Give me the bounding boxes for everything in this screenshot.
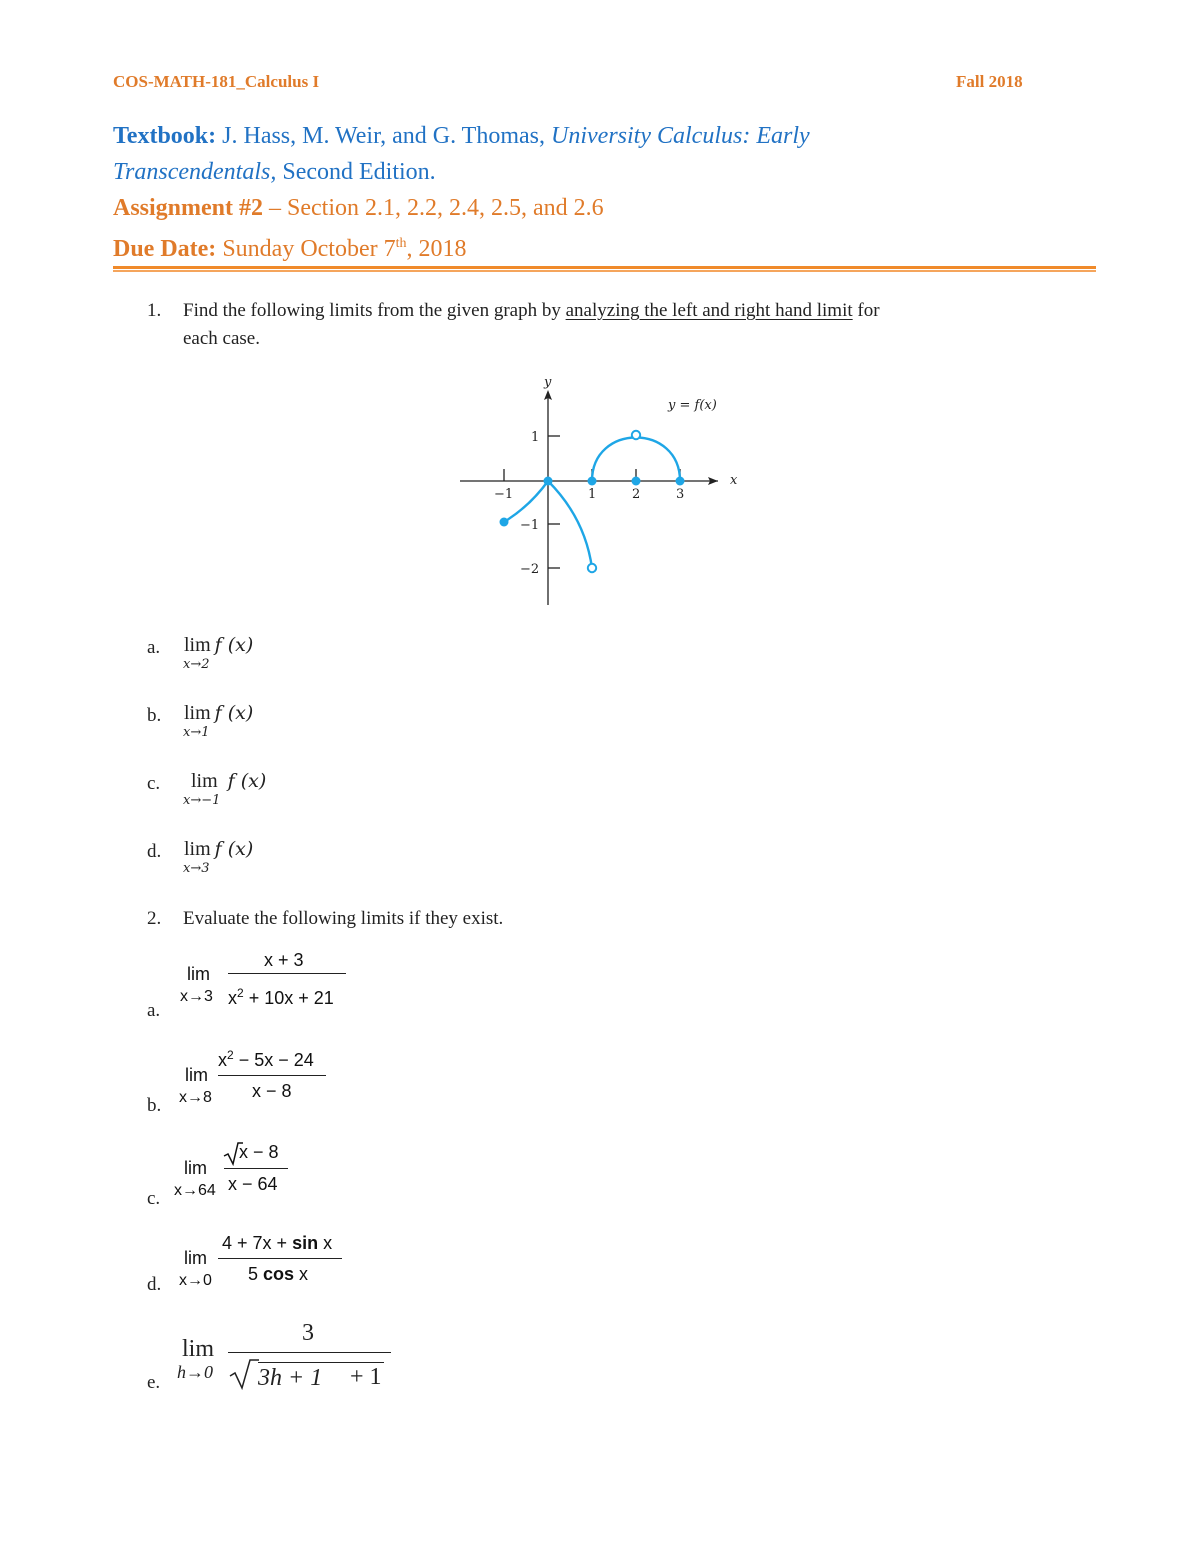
q2b-num-rest: − 5x − 24 — [233, 1050, 314, 1070]
q1b-label: b. — [147, 705, 162, 726]
assignment-sections: – Section 2.1, 2.2, 2.4, 2.5, and 2.6 — [263, 195, 604, 221]
q1d-sub: x→3 — [183, 861, 210, 876]
textbook-line-2 — [113, 154, 436, 190]
q1d-lim: lim — [184, 838, 211, 860]
y-tick-label-1: 1 — [531, 430, 540, 445]
q2c-sub: x→64 — [174, 1182, 216, 1199]
q2d-denominator — [248, 1264, 308, 1285]
q1a-sub: x→2 — [183, 657, 210, 672]
due-date-sup: th — [395, 236, 407, 251]
q2c-label: c. — [147, 1188, 161, 1209]
q2b-lim: lim — [185, 1065, 208, 1085]
q1c-expression — [191, 770, 266, 793]
q2-text: Evaluate the following limits if they exist. — [183, 908, 504, 929]
x-tick-label-neg1: −1 — [494, 487, 514, 502]
q2d-lim: lim — [184, 1248, 207, 1268]
q2c-denominator: x − 64 — [228, 1174, 278, 1194]
due-date-year: , 2018 — [406, 236, 467, 262]
assignment-label: Assignment #2 — [113, 195, 264, 221]
due-date-value: Sunday October 7 — [216, 236, 396, 262]
q1a-lim: lim — [184, 634, 211, 656]
q2a-sub: x→3 — [180, 988, 213, 1005]
q1b-sub: x→1 — [183, 725, 210, 740]
q2a-den-rest: + 10x + 21 — [243, 988, 334, 1008]
header-rule-shadow — [113, 270, 1096, 272]
q2b-numerator — [218, 1048, 314, 1071]
q2b-num-exp: 2 — [227, 1048, 234, 1062]
q1-text — [183, 300, 880, 322]
q2e-den-rest: + 1 — [350, 1364, 382, 1390]
q2e-label: e. — [147, 1372, 161, 1393]
q2a-label: a. — [147, 1000, 161, 1021]
x-axis-label: x — [730, 473, 738, 488]
q2c-numerator — [239, 1142, 279, 1163]
func-label: y = f(x) — [668, 398, 717, 413]
q2b-fraction-bar — [218, 1075, 326, 1076]
assignment-line — [113, 190, 604, 226]
y-axis-label: y — [544, 375, 552, 390]
q2a-numerator: x + 3 — [264, 950, 304, 970]
q2e-radical-sign — [229, 1358, 259, 1390]
q2a-fraction-bar — [228, 973, 346, 974]
y-tick-label-neg1: −1 — [520, 518, 540, 533]
q1d-expression — [184, 838, 253, 861]
q2b-sub: x→8 — [179, 1089, 212, 1106]
open-point-2-1 — [632, 431, 640, 439]
q1-text-line2: each case. — [183, 328, 260, 349]
q1d-label: d. — [147, 841, 162, 862]
q2d-den-cos: cos — [263, 1264, 295, 1284]
textbook-edition: Second Edition. — [276, 159, 436, 185]
q2e-lim: lim — [182, 1336, 215, 1362]
q1c-lim: lim — [191, 770, 218, 792]
q2a-lim: lim — [187, 964, 210, 984]
q2b-label: b. — [147, 1095, 162, 1116]
q2d-sub: x→0 — [179, 1272, 212, 1289]
textbook-title-b: Transcendentals, — [113, 159, 277, 185]
x-tick-label-2: 2 — [632, 487, 641, 502]
y-tick-label-neg2: −2 — [520, 562, 540, 577]
q1-number: 1. — [147, 300, 162, 321]
q2c-lim: lim — [184, 1158, 207, 1178]
q2d-num-b: x — [318, 1233, 333, 1253]
q1-text-pre: Find the following limits from the given graph by — [183, 300, 566, 321]
due-date-line — [113, 226, 467, 267]
course-title: COS-MATH-181_Calculus I — [113, 72, 320, 91]
q2b-denominator: x − 8 — [252, 1081, 292, 1101]
open-point-1-neg2 — [588, 564, 596, 572]
point-origin — [544, 477, 553, 486]
point-2 — [632, 477, 641, 486]
x-tick-label-3: 3 — [676, 487, 685, 502]
q2d-fraction-bar — [218, 1258, 342, 1259]
textbook-label: Textbook: — [113, 123, 217, 149]
q2c-fraction-bar — [224, 1168, 288, 1169]
q2a-den-exp: 2 — [237, 986, 244, 1000]
point-1 — [588, 477, 597, 486]
q1-text-underlined: analyzing the left and right hand limit — [565, 300, 853, 321]
q2d-num-a: 4 + 7x + — [222, 1233, 293, 1253]
q1b-lim: lim — [184, 702, 211, 724]
q2-number: 2. — [147, 908, 162, 929]
q2b-num-x: x — [218, 1050, 227, 1070]
q2d-den-a: 5 — [248, 1264, 264, 1284]
point-3 — [676, 477, 685, 486]
textbook-line — [113, 118, 810, 154]
q2d-label: d. — [147, 1274, 162, 1295]
q2e-numerator: 3 — [302, 1320, 314, 1346]
q2d-den-b: x — [294, 1264, 309, 1284]
q1d-f: f (x) — [214, 838, 254, 860]
q2c-num-rest: − 8 — [248, 1142, 279, 1162]
point-neg1 — [500, 518, 509, 527]
q1c-label: c. — [147, 773, 161, 794]
q1a-expression — [184, 634, 253, 657]
textbook-authors: J. Hass, M. Weir, and G. Thomas, — [216, 123, 552, 149]
q1-text-post: for — [852, 300, 880, 321]
q2d-num-sin: sin — [292, 1233, 319, 1253]
q1b-f: f (x) — [214, 702, 254, 724]
due-date-label: Due Date: — [113, 236, 217, 262]
x-tick-label-1: 1 — [588, 487, 597, 502]
q2c-num-rad: x — [239, 1142, 248, 1162]
term-label: Fall 2018 — [956, 72, 1023, 91]
q1a-f: f (x) — [214, 634, 254, 656]
q1c-f: f (x) — [227, 770, 267, 792]
q2a-denominator — [228, 986, 334, 1009]
q2e-sub: h→0 — [177, 1362, 213, 1382]
q1b-expression — [184, 702, 253, 725]
textbook-title-a: University Calculus: Early — [551, 123, 810, 149]
q1c-sub: x→−1 — [183, 793, 221, 808]
q2e-den-rad: 3h + 1 — [258, 1365, 323, 1391]
q2d-numerator — [222, 1233, 332, 1254]
header-rule — [113, 266, 1096, 269]
function-graph — [440, 368, 760, 613]
q2a-den-x: x — [228, 988, 237, 1008]
q2e-fraction-bar — [228, 1352, 391, 1353]
q1a-label: a. — [147, 637, 161, 658]
